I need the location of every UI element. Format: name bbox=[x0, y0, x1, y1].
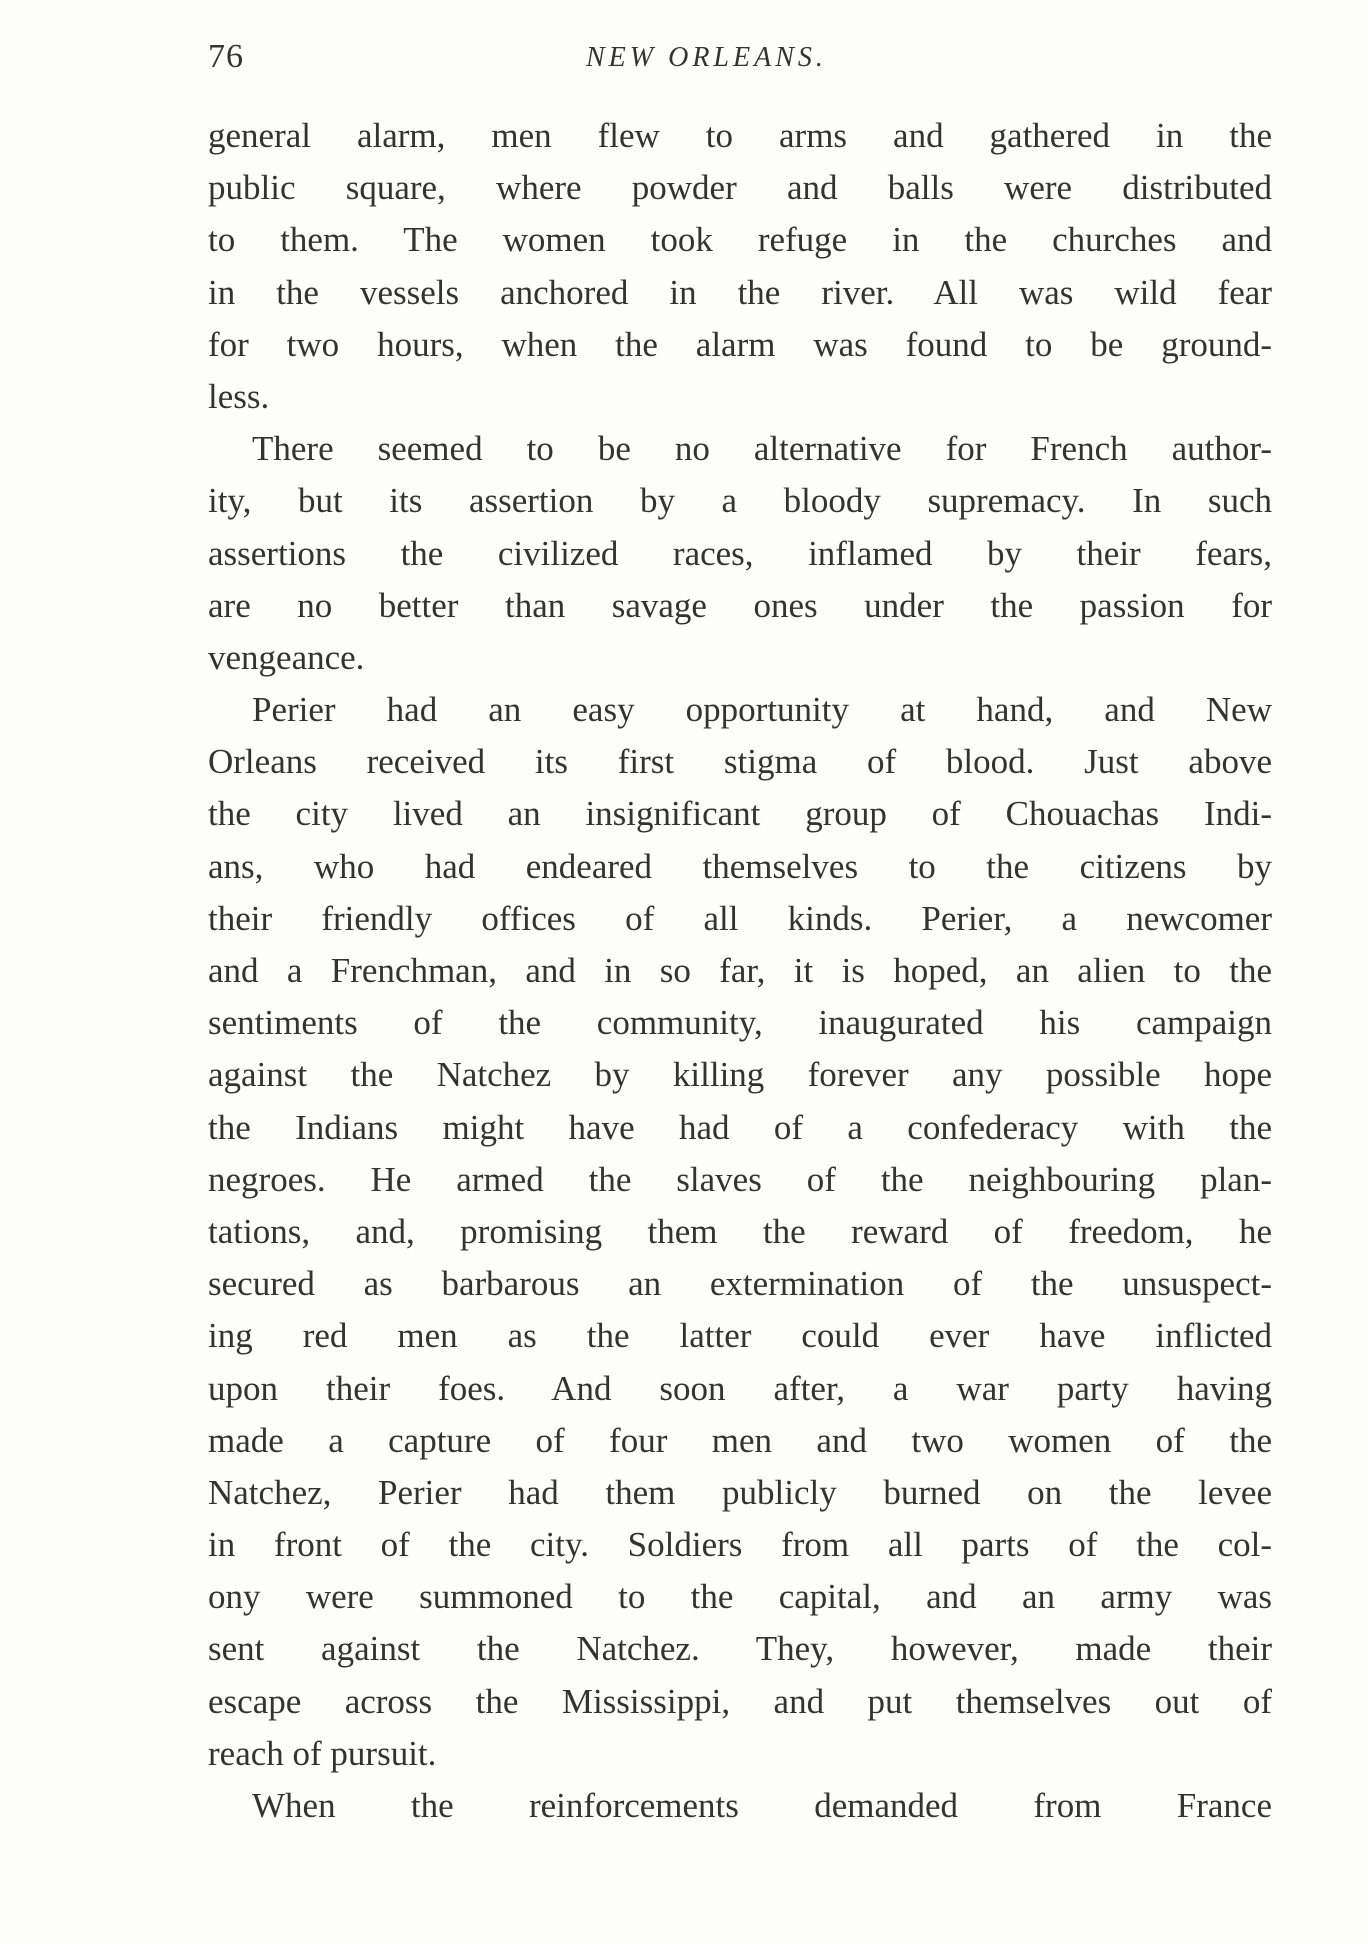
text-line: ing red men as the latter could ever have inflicted bbox=[208, 1316, 1272, 1356]
text-line: for two hours, when the alarm was found to be ground- bbox=[208, 324, 1272, 364]
text-line: Orleans received its first stigma of blood. Just above bbox=[208, 742, 1272, 782]
text-line: Natchez, Perier had them publicly burned on the levee bbox=[208, 1472, 1272, 1512]
text-line: to them. The women took refuge in the churches and bbox=[208, 220, 1272, 260]
text-line: Perier had an easy opportunity at hand, and New bbox=[252, 690, 1272, 730]
text-line: ans, who had endeared themselves to the citizens by bbox=[208, 846, 1272, 886]
text-line: ity, but its assertion by a bloody supremacy. In such bbox=[208, 481, 1272, 521]
text-line: escape across the Mississippi, and put themselves out of bbox=[208, 1681, 1272, 1721]
text-line: general alarm, men flew to arms and gathered in the bbox=[208, 116, 1272, 155]
text-line: secured as barbarous an extermination of the unsuspect- bbox=[208, 1264, 1272, 1304]
page-number: 76 bbox=[208, 38, 244, 75]
text-line: their friendly offices of all kinds. Perier, a newcomer bbox=[208, 898, 1272, 938]
text-line: the Indians might have had of a confederacy with the bbox=[208, 1107, 1272, 1147]
text-line: negroes. He armed the slaves of the neighbouring plan- bbox=[208, 1159, 1272, 1199]
text-line: tations, and, promising them the reward of freedom, he bbox=[208, 1211, 1272, 1251]
text-line: against the Natchez by killing forever any possible hope bbox=[208, 1055, 1272, 1095]
text-line: When the reinforcements demanded from France bbox=[252, 1786, 1272, 1825]
running-title: NEW ORLEANS. bbox=[586, 42, 827, 73]
body-text bbox=[208, 110, 1272, 1832]
text-line: the city lived an insignificant group of Chouachas Indi- bbox=[208, 794, 1272, 834]
page-header bbox=[208, 38, 1276, 82]
text-line: made a capture of four men and two women of the bbox=[208, 1420, 1272, 1460]
text-line: sent against the Natchez. They, however, made their bbox=[208, 1629, 1272, 1669]
text-line: in the vessels anchored in the river. All was wild fear bbox=[208, 272, 1272, 312]
text-line: reach of pursuit. bbox=[208, 1733, 437, 1773]
text-line: ony were summoned to the capital, and an army was bbox=[208, 1577, 1272, 1617]
text-line: sentiments of the community, inaugurated his campaign bbox=[208, 1003, 1272, 1043]
text-line: assertions the civilized races, inflamed by their fears, bbox=[208, 533, 1272, 573]
text-line: and a Frenchman, and in so far, it is hoped, an alien to the bbox=[208, 951, 1272, 990]
text-line: upon their foes. And soon after, a war party having bbox=[208, 1368, 1272, 1408]
text-line: public square, where powder and balls were distributed bbox=[208, 168, 1272, 208]
text-line: are no better than savage ones under the passion for bbox=[208, 585, 1272, 625]
text-line: There seemed to be no alternative for French author- bbox=[252, 429, 1272, 469]
text-line: less. bbox=[208, 376, 270, 416]
text-line: vengeance. bbox=[208, 637, 365, 677]
text-line: in front of the city. Soldiers from all parts of the col- bbox=[208, 1525, 1272, 1565]
